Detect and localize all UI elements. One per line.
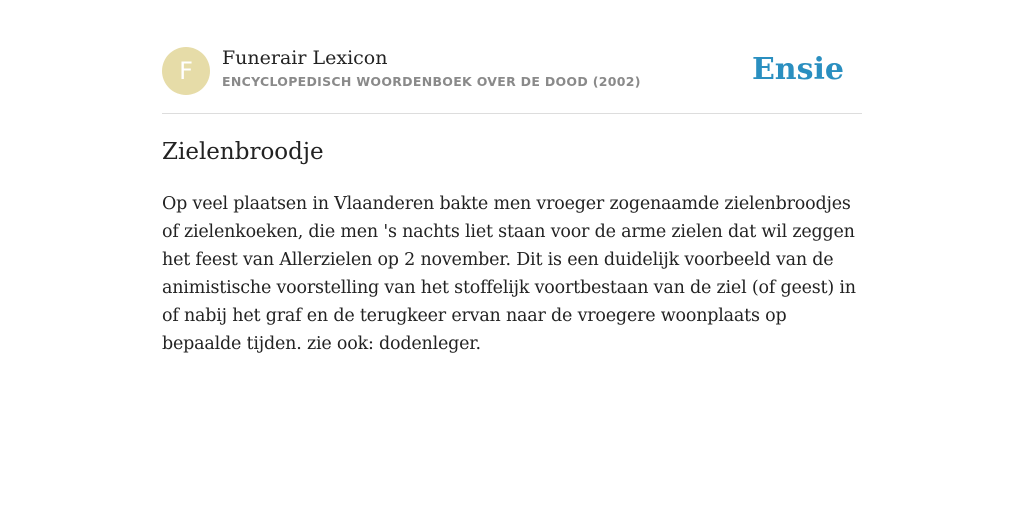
source-title-link[interactable]: Funerair Lexicon	[222, 47, 388, 69]
header-divider	[162, 113, 862, 114]
ensie-logo-link[interactable]: Ensie	[751, 52, 844, 87]
entry-page	[162, 0, 862, 512]
entry-header	[162, 46, 862, 96]
source-subtitle: ENCYCLOPEDISCH WOORDENBOEK OVER DE DOOD (2002)	[222, 74, 641, 89]
entry-title: Zielenbroodje	[162, 139, 324, 165]
entry-body: Op veel plaatsen in Vlaanderen bakte men vroeger zogenaamde zielenbroodjes of zielenkoeken, die men 's nachts liet staan voor de arme zielen dat wil zeggen het feest van Allerzielen op 2 november. Dit is een duidelijk voorbeeld van de animistische voorstelling van het stoffelijk voortbestaan van de ziel (of geest) in of nabij het graf en de terugkeer ervan naar de vroegere woonplaats op bepaalde tijden. zie ook: dodenleger.	[162, 194, 856, 354]
source-avatar: F	[162, 47, 210, 95]
